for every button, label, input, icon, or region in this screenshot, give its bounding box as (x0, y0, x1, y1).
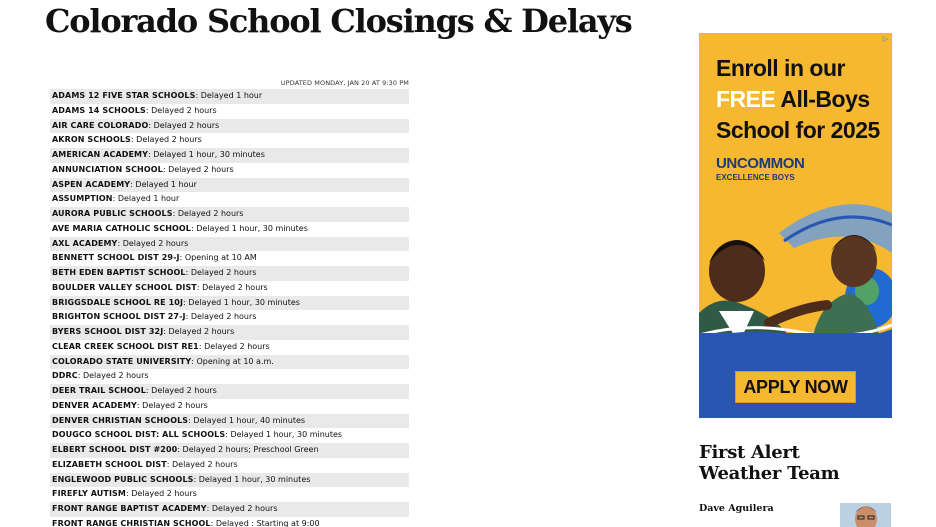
closing-row (50, 473, 409, 488)
ad-banner[interactable] (699, 33, 892, 418)
closing-school-name: BETH EDEN BAPTIST SCHOOL (52, 268, 186, 277)
page-title: Colorado School Closings & Delays (45, 2, 632, 40)
closing-row (50, 207, 409, 222)
closing-status: : Delayed 1 hour (130, 179, 197, 189)
closing-school-name: FIREFLY AUTISM (52, 489, 126, 499)
closing-status: : Delayed 1 hour, 30 minutes (191, 223, 308, 233)
closing-school-name: DEER TRAIL SCHOOL (52, 386, 146, 395)
closing-status: : Delayed 1 hour, 30 minutes (193, 474, 311, 484)
closing-row (50, 178, 409, 193)
closing-school-name: ENGLEWOOD PUBLIC SCHOOLS (52, 474, 194, 484)
closing-school-name: BYERS SCHOOL DIST 32J (52, 327, 164, 336)
closing-row (50, 355, 409, 370)
closing-school-name: ASPEN ACADEMY (52, 179, 131, 189)
closing-status: : Delayed 2 hours (162, 164, 234, 174)
closing-row (50, 237, 409, 252)
closing-status: : Delayed 2 hours (145, 386, 217, 395)
closing-school-name: CLEAR CREEK SCHOOL DIST RE1 (52, 341, 199, 351)
apply-now-button[interactable]: APPLY NOW (735, 371, 856, 403)
closing-status: : Delayed 2 hours; Preschool Green (177, 445, 319, 454)
closing-school-name: FRONT RANGE CHRISTIAN SCHOOL (52, 518, 211, 527)
closing-school-name: BRIGGSDALE SCHOOL RE 10J (52, 297, 184, 307)
closing-status: : Delayed 2 hours (148, 120, 220, 130)
closing-status: : Delayed 1 hour (112, 194, 180, 204)
closing-status: : Delayed 1 hour, 30 minutes (225, 430, 343, 440)
closing-status: : Delayed 2 hours (198, 341, 270, 351)
closing-school-name: ANNUNCIATION SCHOOL (52, 164, 163, 174)
closing-school-name: AURORA PUBLIC SCHOOLS (52, 209, 173, 218)
closing-school-name: ADAMS 14 SCHOOLS (52, 105, 146, 115)
closing-status: : Delayed 2 hours (206, 504, 278, 513)
closing-status: : Delayed 2 hours (125, 489, 197, 499)
closing-school-name: BOULDER VALLEY SCHOOL DIST (52, 282, 197, 292)
closing-status: : Opening at 10 a.m. (191, 356, 274, 366)
closing-school-name: AKRON SCHOOLS (52, 135, 131, 145)
ad-brand-name: UNCOMMON (716, 155, 805, 172)
closing-row (50, 119, 409, 134)
ad-headline-line3: School for 2025 (716, 117, 880, 143)
closing-row (50, 340, 409, 355)
closing-row (50, 222, 409, 237)
closing-status: : Delayed 2 hours (130, 135, 202, 145)
closing-status: : Delayed 1 hour (195, 91, 263, 100)
closing-row (50, 443, 409, 458)
closing-row (50, 428, 409, 443)
closing-status: : Delayed 2 hours (185, 312, 257, 322)
closing-row (50, 266, 409, 281)
closing-status: : Delayed 2 hours (196, 282, 268, 292)
closing-row (50, 163, 409, 178)
closing-school-name: AIR CARE COLORADO (52, 120, 149, 130)
meteorologist-photo[interactable] (840, 503, 891, 527)
closing-school-name: AXL ACADEMY (52, 238, 118, 248)
closing-row (50, 89, 409, 104)
closing-school-name: BRIGHTON SCHOOL DIST 27-J (52, 312, 186, 322)
closing-row (50, 399, 409, 414)
weather-team-heading-line1: First Alert (699, 442, 800, 463)
closing-school-name: COLORADO STATE UNIVERSITY (52, 356, 192, 366)
closing-status: : Delayed 2 hours (77, 371, 149, 381)
weather-team-heading (699, 442, 899, 484)
closing-status: : Delayed 2 hours (136, 400, 208, 410)
closing-row (50, 414, 409, 429)
closing-status: : Delayed 2 hours (172, 209, 244, 218)
closing-row (50, 296, 409, 311)
closing-status: : Opening at 10 AM (179, 253, 257, 263)
closing-status: : Delayed 2 hours (145, 105, 217, 115)
closing-status: : Delayed 2 hours (185, 268, 257, 277)
meteorologist-name[interactable]: Dave Aguilera (699, 503, 774, 514)
closing-school-name: AMERICAN ACADEMY (52, 150, 149, 159)
closing-school-name: ELIZABETH SCHOOL DIST (52, 459, 167, 469)
closing-row (50, 192, 409, 207)
ad-headline-line2 (716, 84, 886, 115)
closing-row (50, 369, 409, 384)
closing-row (50, 325, 409, 340)
closing-status: : Delayed : Starting at 9:00 (210, 518, 320, 527)
closing-school-name: ELBERT SCHOOL DIST #200 (52, 445, 178, 454)
closing-row (50, 487, 409, 502)
closing-row (50, 251, 409, 266)
ad-headline-line1: Enroll in our (716, 55, 845, 81)
closing-row (50, 104, 409, 119)
ad-headline (716, 53, 886, 146)
ad-brand-logo (716, 155, 804, 182)
closing-school-name: DENVER CHRISTIAN SCHOOLS (52, 415, 189, 425)
closing-row (50, 133, 409, 148)
closing-status: : Delayed 2 hours (163, 327, 235, 336)
closing-status: : Delayed 1 hour, 30 minutes (148, 150, 265, 159)
updated-timestamp: UPDATED MONDAY, JAN 20 AT 9:30 PM (280, 79, 409, 87)
ad-brand-sub: EXCELLENCE BOYS (716, 173, 795, 182)
closing-row (50, 310, 409, 325)
closing-school-name: DOUGCO SCHOOL DIST: ALL SCHOOLS (52, 430, 226, 440)
ad-choices-icon[interactable]: ▷ (882, 35, 889, 43)
closing-status: : Delayed 2 hours (166, 459, 238, 469)
closing-status: : Delayed 1 hour, 40 minutes (188, 415, 306, 425)
closing-school-name: ASSUMPTION (52, 194, 113, 204)
closing-school-name: AVE MARIA CATHOLIC SCHOOL (52, 223, 192, 233)
closing-school-name: DDRC (52, 371, 78, 381)
closing-row (50, 281, 409, 296)
closing-row (50, 384, 409, 399)
closing-status: : Delayed 2 hours (117, 238, 189, 248)
closing-status: : Delayed 1 hour, 30 minutes (183, 297, 300, 307)
closing-school-name: ADAMS 12 FIVE STAR SCHOOLS (52, 91, 196, 100)
ad-headline-line2-rest: All-Boys (775, 86, 870, 112)
closing-row (50, 517, 409, 527)
closing-school-name: FRONT RANGE BAPTIST ACADEMY (52, 504, 207, 513)
closings-list (50, 89, 409, 527)
closing-row (50, 502, 409, 517)
ad-headline-free: FREE (716, 86, 776, 112)
weather-team-heading-line2: Weather Team (699, 463, 840, 484)
closing-school-name: DENVER ACADEMY (52, 400, 137, 410)
closing-row (50, 458, 409, 473)
closing-school-name: BENNETT SCHOOL DIST 29-J (52, 253, 180, 263)
closing-row (50, 148, 409, 163)
